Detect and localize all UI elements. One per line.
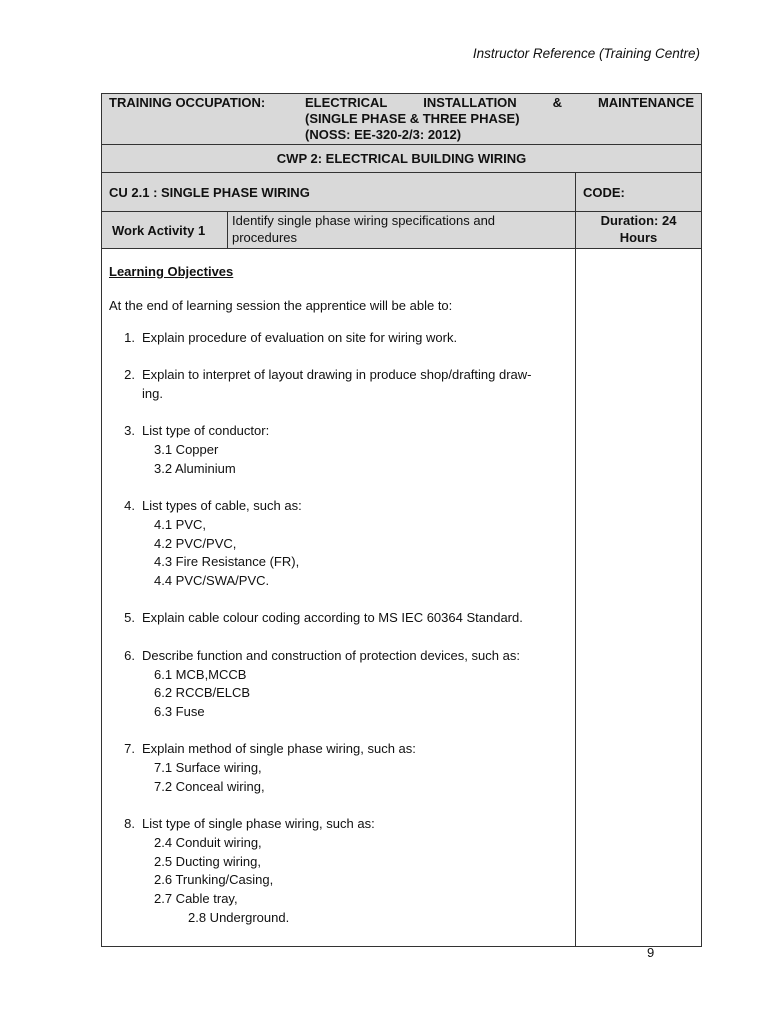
objective-subitem: 7.1 Surface wiring, bbox=[154, 760, 262, 776]
objective-text: Explain to interpret of layout drawing in produce shop/drafting draw- bbox=[142, 367, 532, 383]
objective-text: List types of cable, such as: bbox=[142, 498, 302, 514]
duration-line: Duration: 24 bbox=[600, 213, 677, 228]
cu-heading: CU 2.1 : SINGLE PHASE WIRING bbox=[102, 173, 576, 212]
objective-item bbox=[109, 647, 569, 722]
objective-subitem: 4.1 PVC, bbox=[154, 516, 207, 532]
learning-intro: At the end of learning session the apprentice will be able to: bbox=[109, 298, 453, 313]
objective-text: Explain cable colour coding according to MS IEC 60364 Standard. bbox=[142, 610, 523, 626]
objective-subitem: 3.2 Aluminium bbox=[154, 460, 236, 476]
objective-text: Explain procedure of evaluation on site for wiring work. bbox=[142, 330, 458, 345]
objective-number: 2. bbox=[124, 367, 135, 383]
objective-subitem: 2.5 Ducting wiring, bbox=[154, 853, 261, 869]
objective-subitem: 7.2 Conceal wiring, bbox=[154, 778, 265, 794]
activity-table bbox=[101, 93, 702, 947]
objective-subitem: 4.4 PVC/SWA/PVC. bbox=[154, 573, 270, 589]
occupation-title-line2: (SINGLE PHASE & THREE PHASE) bbox=[305, 111, 520, 126]
objective-subitem: 3.1 Copper bbox=[154, 442, 219, 458]
objective-number: 5. bbox=[124, 610, 135, 626]
objectives-list bbox=[109, 329, 569, 927]
cwp-heading: CWP 2: ELECTRICAL BUILDING WIRING bbox=[102, 145, 702, 173]
learning-objectives-cell bbox=[102, 249, 576, 947]
duration-cell bbox=[576, 212, 702, 249]
code-label: CODE: bbox=[576, 173, 702, 212]
occupation-label: TRAINING OCCUPATION: bbox=[109, 95, 266, 110]
objective-item bbox=[109, 815, 569, 927]
occupation-word: & bbox=[552, 95, 563, 110]
objective-number: 4. bbox=[124, 498, 135, 514]
objective-subitem: 2.4 Conduit wiring, bbox=[154, 834, 262, 850]
occupation-word: ELECTRICAL bbox=[305, 95, 388, 110]
description-line: procedures bbox=[232, 230, 298, 245]
objective-content bbox=[142, 740, 569, 796]
learning-objectives-title: Learning Objectives bbox=[109, 264, 234, 279]
occupation-word: INSTALLATION bbox=[423, 95, 517, 110]
occupation-word: MAINTENANCE bbox=[597, 95, 695, 110]
objective-number: 7. bbox=[124, 741, 135, 757]
description-line: Identify single phase wiring specifications and bbox=[232, 213, 496, 228]
objective-text: ing. bbox=[142, 386, 163, 402]
objective-text: List type of conductor: bbox=[142, 423, 270, 439]
objective-content bbox=[142, 609, 569, 628]
objective-number: 6. bbox=[124, 647, 135, 663]
objective-item bbox=[109, 609, 569, 628]
occupation-title-line1 bbox=[305, 95, 694, 111]
objective-number: 8. bbox=[124, 816, 135, 832]
occupation-noss: (NOSS: EE-320-2/3: 2012) bbox=[305, 127, 462, 142]
objective-number: 3. bbox=[124, 423, 135, 439]
objective-number: 1. bbox=[124, 330, 135, 345]
objective-text: Describe function and construction of protection devices, such as: bbox=[142, 647, 520, 663]
work-activity-description bbox=[228, 212, 576, 249]
objective-subitem: 4.2 PVC/PVC, bbox=[154, 535, 237, 551]
duration-line: Hours bbox=[619, 230, 658, 245]
page-header-reference: Instructor Reference (Training Centre) bbox=[472, 46, 700, 61]
objective-item bbox=[109, 329, 569, 348]
objective-subitem: 6.1 MCB,MCCB bbox=[154, 666, 247, 682]
objective-content bbox=[142, 422, 569, 478]
objective-subitem: 6.2 RCCB/ELCB bbox=[154, 685, 251, 701]
objective-text: List type of single phase wiring, such as: bbox=[142, 816, 375, 832]
objective-subitem: 2.6 Trunking/Casing, bbox=[154, 872, 274, 888]
objective-item bbox=[109, 497, 569, 591]
objective-text: Explain method of single phase wiring, such as: bbox=[142, 741, 416, 757]
objective-subitem: 2.7 Cable tray, bbox=[154, 890, 238, 906]
objective-subitem: 6.3 Fuse bbox=[154, 703, 205, 719]
objective-item bbox=[109, 366, 569, 403]
page-number: 9 bbox=[647, 945, 655, 960]
objective-content bbox=[142, 497, 569, 591]
objective-content bbox=[142, 366, 569, 403]
objective-item bbox=[109, 740, 569, 796]
objective-subitem: 4.3 Fire Resistance (FR), bbox=[154, 554, 300, 570]
objective-item bbox=[109, 422, 569, 478]
objective-content bbox=[142, 329, 569, 348]
objective-subitem: 2.8 Underground. bbox=[188, 909, 290, 925]
objective-content bbox=[142, 647, 569, 722]
work-activity-label: Work Activity 1 bbox=[102, 212, 228, 249]
remarks-cell bbox=[576, 249, 702, 947]
objective-content bbox=[142, 815, 569, 927]
training-occupation-cell bbox=[102, 94, 702, 145]
